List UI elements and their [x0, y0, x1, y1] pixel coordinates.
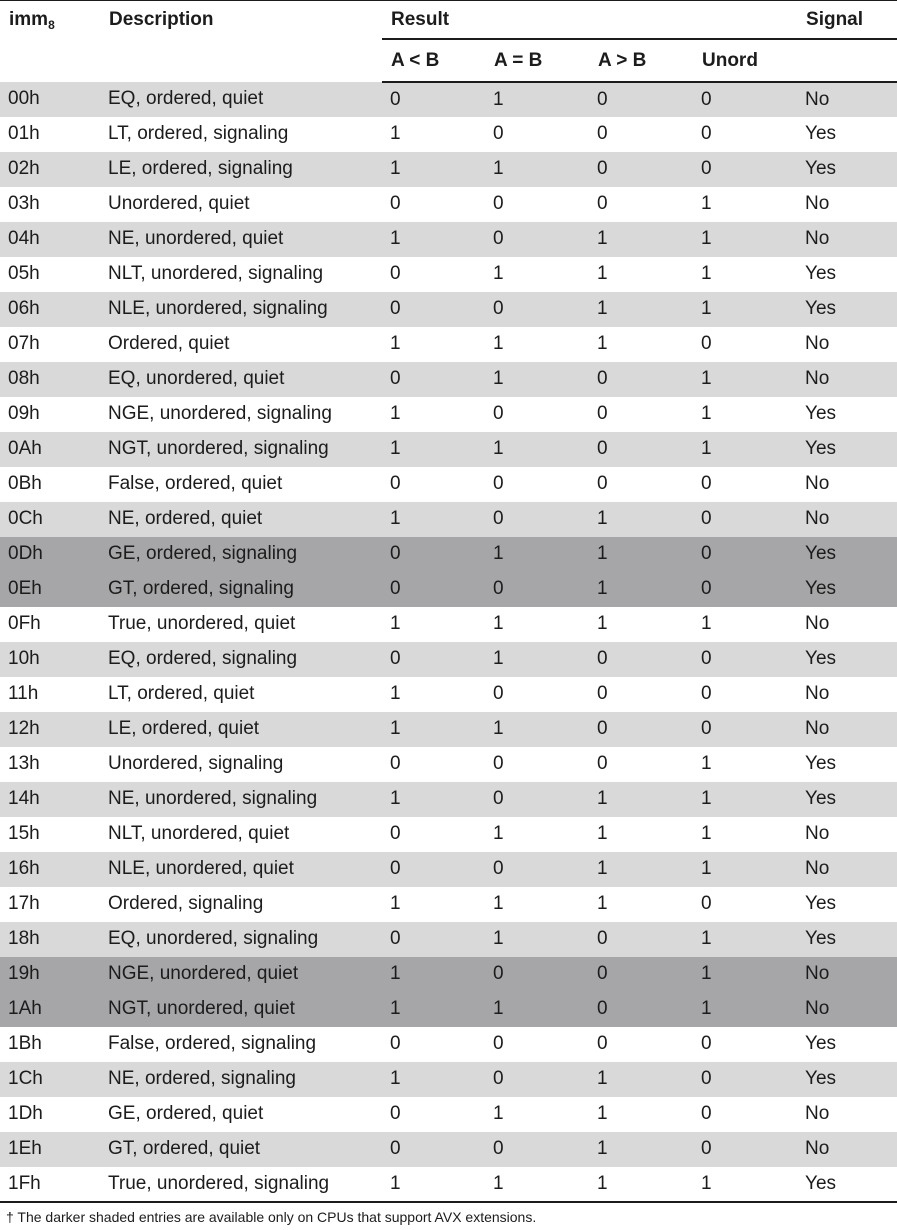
cell-imm: 00h: [8, 88, 40, 109]
cell-signal: No: [805, 823, 830, 844]
cell-a-less-b: 1: [390, 403, 401, 424]
cell-description: False, ordered, quiet: [108, 473, 283, 494]
cell-a-less-b: 1: [390, 333, 401, 354]
cell-imm: 1Bh: [8, 1033, 42, 1054]
cell-description: NE, unordered, quiet: [108, 228, 284, 249]
cell-unordered: 1: [701, 438, 712, 459]
cell-imm: 07h: [8, 333, 40, 354]
cell-unordered: 0: [701, 158, 712, 179]
cell-a-greater-b: 1: [597, 298, 608, 319]
cell-a-less-b: 1: [390, 438, 401, 459]
cell-description: NE, ordered, signaling: [108, 1068, 296, 1089]
cell-a-less-b: 1: [390, 123, 401, 144]
cell-a-equal-b: 0: [493, 123, 504, 144]
table-row: [0, 82, 897, 117]
cell-description: Unordered, signaling: [108, 753, 284, 774]
header-a-less-b: A < B: [382, 39, 485, 82]
cell-signal: Yes: [805, 928, 837, 949]
cell-signal: No: [805, 613, 830, 634]
cell-unordered: 0: [701, 473, 712, 494]
cell-signal: Yes: [805, 788, 837, 809]
cell-a-equal-b: 0: [493, 1033, 504, 1054]
cell-a-greater-b: 1: [589, 1167, 693, 1202]
cell-signal: Yes: [805, 1033, 837, 1054]
cell-a-greater-b: 1: [597, 788, 608, 809]
cell-signal: No: [805, 963, 830, 984]
footnote: † The darker shaded entries are available only on CPUs that support AVX extensions.: [6, 1209, 537, 1225]
cell-a-greater-b: 0: [597, 718, 608, 739]
cell-imm: 10h: [8, 648, 40, 669]
cell-signal: No: [805, 683, 830, 704]
cell-description: Unordered, quiet: [108, 193, 250, 214]
cell-a-less-b: 0: [390, 473, 401, 494]
cell-a-equal-b: 0: [493, 1068, 504, 1089]
table-row: [0, 292, 897, 327]
table-row: [0, 1132, 897, 1167]
cell-imm: 13h: [8, 753, 40, 774]
cell-a-equal-b: 1: [493, 88, 504, 110]
cell-a-less-b: 0: [390, 543, 401, 564]
cell-description: GT, ordered, signaling: [108, 578, 294, 599]
cell-a-greater-b: 0: [597, 648, 608, 669]
table-row: [0, 887, 897, 922]
cell-imm: 0Eh: [8, 578, 42, 599]
cell-signal: No: [805, 858, 830, 879]
cell-description: EQ, ordered, signaling: [108, 648, 298, 669]
cell-a-less-b: 0: [390, 1033, 401, 1054]
cell-unordered: 1: [701, 613, 712, 634]
header-imm: [0, 1, 100, 82]
cell-a-less-b: 1: [390, 963, 401, 984]
cell-a-equal-b: 0: [493, 508, 504, 529]
table-row: [0, 537, 897, 572]
cell-imm: 1Dh: [8, 1103, 43, 1124]
cell-imm: 09h: [8, 403, 40, 424]
header-imm-subscript: 8: [48, 18, 55, 32]
table-row: [0, 922, 897, 957]
header-a-greater-b: A > B: [589, 39, 693, 82]
table-row: [0, 502, 897, 537]
cell-a-equal-b: 1: [493, 438, 504, 459]
cell-imm: 11h: [8, 683, 39, 704]
cell-signal: No: [805, 193, 830, 214]
cell-a-equal-b: 1: [493, 718, 504, 739]
cell-unordered: 1: [701, 228, 712, 249]
cell-signal: Yes: [805, 298, 837, 319]
cell-a-greater-b: 0: [597, 158, 608, 179]
table-row: [0, 327, 897, 362]
cell-signal: Yes: [797, 1167, 897, 1202]
cell-description: NLT, unordered, quiet: [108, 823, 290, 844]
cell-description: LT, ordered, signaling: [108, 123, 289, 144]
table-row: [0, 362, 897, 397]
cell-a-less-b: 1: [390, 893, 401, 914]
cell-a-greater-b: 0: [597, 403, 608, 424]
table-row: [0, 257, 897, 292]
cell-unordered: 1: [701, 858, 712, 879]
header-signal-spacer: [797, 39, 897, 82]
cell-a-equal-b: 0: [493, 228, 504, 249]
cell-a-equal-b: 1: [493, 613, 504, 634]
table-row: [0, 1062, 897, 1097]
cell-unordered: 0: [701, 1068, 712, 1089]
table-row: [0, 957, 897, 992]
cell-a-equal-b: 1: [493, 368, 504, 389]
cell-imm: 0Ch: [8, 508, 43, 529]
header-signal: Signal: [797, 1, 897, 39]
cell-a-equal-b: 1: [493, 1103, 504, 1124]
table-row: [0, 607, 897, 642]
cell-a-greater-b: 0: [597, 88, 608, 110]
cell-unordered: 1: [701, 193, 712, 214]
cell-a-greater-b: 0: [597, 368, 608, 389]
cell-description: NGE, unordered, quiet: [108, 963, 299, 984]
table-row: [0, 152, 897, 187]
cell-description: NGT, unordered, signaling: [108, 438, 329, 459]
cell-a-greater-b: 0: [597, 963, 608, 984]
table-row: [0, 1027, 897, 1062]
cell-a-equal-b: 1: [493, 928, 504, 949]
cell-a-less-b: 0: [390, 368, 401, 389]
cell-signal: Yes: [805, 893, 837, 914]
cell-a-equal-b: 1: [493, 543, 504, 564]
cell-description: True, unordered, quiet: [108, 613, 296, 634]
table-row: [0, 852, 897, 887]
cell-a-less-b: 0: [390, 578, 401, 599]
table-row: [0, 712, 897, 747]
cell-imm: 1Fh: [0, 1167, 100, 1202]
cell-signal: Yes: [805, 123, 837, 144]
cell-imm: 16h: [8, 858, 40, 879]
cell-a-greater-b: 1: [597, 333, 608, 354]
cell-unordered: 1: [701, 928, 712, 949]
table-body: [0, 82, 897, 1202]
cell-a-greater-b: 1: [597, 613, 608, 634]
header-a-equal-b: A = B: [485, 39, 589, 82]
cell-signal: Yes: [805, 403, 837, 424]
header-description: Description: [100, 1, 382, 82]
cell-unordered: 0: [701, 1103, 712, 1124]
cell-a-less-b: 0: [390, 648, 401, 669]
cell-description: GE, ordered, quiet: [108, 1103, 264, 1124]
cell-signal: No: [805, 1103, 830, 1124]
cell-a-less-b: 0: [390, 263, 401, 284]
cell-a-greater-b: 1: [597, 543, 608, 564]
cell-description: LE, ordered, quiet: [108, 718, 260, 739]
cell-imm: 1Ch: [8, 1068, 43, 1089]
header-unordered: Unord: [693, 39, 797, 82]
cell-a-equal-b: 1: [493, 333, 504, 354]
cell-a-greater-b: 0: [597, 193, 608, 214]
cell-a-equal-b: 0: [493, 298, 504, 319]
cell-imm: 17h: [8, 893, 40, 914]
table-row: [0, 817, 897, 852]
cell-unordered: 0: [701, 683, 712, 704]
cell-imm: 01h: [8, 123, 40, 144]
cell-unordered: 1: [701, 753, 712, 774]
cell-description: NLE, unordered, quiet: [108, 858, 294, 879]
cell-unordered: 1: [701, 298, 712, 319]
cell-signal: Yes: [805, 648, 837, 669]
cell-unordered: 0: [701, 718, 712, 739]
cell-a-less-b: 1: [390, 228, 401, 249]
cell-a-less-b: 0: [390, 928, 401, 949]
cell-description: EQ, unordered, signaling: [108, 928, 319, 949]
table-row: [0, 1097, 897, 1132]
cell-a-greater-b: 1: [597, 1068, 608, 1089]
cell-signal: No: [805, 333, 830, 354]
cell-a-less-b: 1: [390, 1068, 401, 1089]
cell-a-greater-b: 1: [597, 858, 608, 879]
cell-description: EQ, unordered, quiet: [108, 368, 285, 389]
cell-signal: Yes: [805, 263, 837, 284]
cell-a-greater-b: 0: [597, 473, 608, 494]
cell-signal: No: [805, 228, 830, 249]
cell-a-equal-b: 1: [493, 263, 504, 284]
cell-description: NE, ordered, quiet: [108, 508, 263, 529]
cell-a-less-b: 0: [390, 753, 401, 774]
cell-a-greater-b: 0: [597, 1033, 608, 1054]
cell-a-equal-b: 1: [493, 893, 504, 914]
cell-a-greater-b: 1: [597, 263, 608, 284]
cell-imm: 18h: [8, 928, 40, 949]
cell-a-equal-b: 0: [493, 193, 504, 214]
cell-a-less-b: 1: [390, 998, 401, 1019]
cell-a-less-b: 1: [390, 508, 401, 529]
cell-description: NE, unordered, signaling: [108, 788, 318, 809]
header-result: Result: [382, 1, 797, 39]
cell-imm: 1Ah: [8, 998, 42, 1019]
cell-signal: Yes: [805, 543, 837, 564]
cell-description: True, unordered, signaling: [100, 1167, 382, 1202]
cell-description: LE, ordered, signaling: [108, 158, 293, 179]
cell-description: False, ordered, signaling: [108, 1033, 317, 1054]
cell-a-less-b: 1: [390, 158, 401, 179]
cell-a-greater-b: 0: [597, 438, 608, 459]
cell-a-less-b: 0: [390, 858, 401, 879]
cell-signal: No: [805, 998, 830, 1019]
cell-imm: 0Bh: [8, 473, 42, 494]
cell-a-greater-b: 1: [597, 1138, 608, 1159]
cell-description: NGT, unordered, quiet: [108, 998, 295, 1019]
cell-imm: 03h: [8, 193, 40, 214]
cell-a-greater-b: 0: [597, 998, 608, 1019]
cell-unordered: 1: [701, 998, 712, 1019]
cell-a-greater-b: 0: [597, 753, 608, 774]
cell-unordered: 1: [701, 788, 712, 809]
cell-unordered: 0: [701, 508, 712, 529]
cell-a-greater-b: 1: [597, 1103, 608, 1124]
cell-imm: 05h: [8, 263, 40, 284]
cell-a-equal-b: 1: [485, 1167, 589, 1202]
cell-a-greater-b: 1: [597, 508, 608, 529]
cell-a-greater-b: 1: [597, 893, 608, 914]
cell-a-equal-b: 0: [493, 403, 504, 424]
cell-imm: 0Ah: [8, 438, 42, 459]
cell-a-less-b: 1: [390, 718, 401, 739]
cell-description: GT, ordered, quiet: [108, 1138, 261, 1159]
cell-a-equal-b: 1: [493, 998, 504, 1019]
cell-description: EQ, ordered, quiet: [108, 88, 264, 109]
cell-unordered: 0: [701, 543, 712, 564]
table-row: [0, 117, 897, 152]
cell-signal: No: [805, 88, 830, 110]
cell-unordered: 0: [701, 648, 712, 669]
cell-unordered: 0: [701, 1138, 712, 1159]
cell-a-greater-b: 0: [597, 123, 608, 144]
cell-signal: Yes: [805, 1068, 837, 1089]
cell-unordered: 0: [701, 333, 712, 354]
cell-a-equal-b: 1: [493, 158, 504, 179]
cell-a-less-b: 1: [390, 613, 401, 634]
cell-a-less-b: 0: [390, 88, 401, 110]
cell-imm: 08h: [8, 368, 40, 389]
cell-signal: No: [805, 368, 830, 389]
cell-a-less-b: 1: [390, 788, 401, 809]
header-imm-label: imm: [9, 9, 49, 30]
cell-a-greater-b: 0: [597, 928, 608, 949]
cell-a-equal-b: 0: [493, 683, 504, 704]
cell-a-equal-b: 0: [493, 473, 504, 494]
table-row: [0, 782, 897, 817]
cell-signal: Yes: [805, 578, 837, 599]
cell-unordered: 0: [701, 1033, 712, 1054]
cell-signal: No: [805, 473, 830, 494]
cell-signal: No: [805, 718, 830, 739]
cell-a-equal-b: 0: [493, 578, 504, 599]
cell-description: GE, ordered, signaling: [108, 543, 298, 564]
cell-imm: 12h: [8, 718, 40, 739]
cell-a-equal-b: 0: [493, 753, 504, 774]
table-row: [0, 642, 897, 677]
table-row: [0, 747, 897, 782]
cell-unordered: 0: [701, 123, 712, 144]
cell-unordered: 0: [701, 893, 712, 914]
cell-a-equal-b: 0: [493, 858, 504, 879]
table-row: [0, 397, 897, 432]
cell-a-greater-b: 1: [597, 228, 608, 249]
cell-signal: Yes: [805, 753, 837, 774]
cell-imm: 04h: [8, 228, 40, 249]
cell-description: Ordered, quiet: [108, 333, 230, 354]
cell-unordered: 1: [701, 403, 712, 424]
table-row: [0, 992, 897, 1027]
cell-imm: 02h: [8, 158, 40, 179]
cell-signal: No: [805, 1138, 830, 1159]
cell-unordered: 1: [693, 1167, 797, 1202]
cell-a-less-b: 1: [382, 1167, 485, 1202]
cell-a-less-b: 0: [390, 1138, 401, 1159]
cell-description: NLT, unordered, signaling: [108, 263, 324, 284]
cell-a-less-b: 0: [390, 1103, 401, 1124]
table-row: [0, 222, 897, 257]
cell-a-less-b: 0: [390, 193, 401, 214]
cell-signal: Yes: [805, 438, 837, 459]
cell-unordered: 1: [701, 963, 712, 984]
cell-description: NLE, unordered, signaling: [108, 298, 328, 319]
cell-description: Ordered, signaling: [108, 893, 264, 914]
cell-unordered: 0: [701, 578, 712, 599]
cell-imm: 0Dh: [8, 543, 43, 564]
cell-description: NGE, unordered, signaling: [108, 403, 332, 424]
cell-signal: No: [805, 508, 830, 529]
cell-a-equal-b: 0: [493, 963, 504, 984]
cell-a-equal-b: 0: [493, 1138, 504, 1159]
cell-a-less-b: 0: [390, 298, 401, 319]
cell-imm: 06h: [8, 298, 40, 319]
cell-imm: 1Eh: [8, 1138, 42, 1159]
table-row: [0, 677, 897, 712]
cell-a-less-b: 1: [390, 683, 401, 704]
cell-unordered: 0: [701, 88, 712, 110]
cell-unordered: 1: [701, 823, 712, 844]
cell-a-equal-b: 0: [493, 788, 504, 809]
cell-a-equal-b: 1: [493, 648, 504, 669]
cell-unordered: 1: [701, 368, 712, 389]
table-header: [0, 1, 897, 82]
cell-a-greater-b: 1: [597, 823, 608, 844]
cell-description: LT, ordered, quiet: [108, 683, 255, 704]
table-row: [0, 432, 897, 467]
cell-imm: 14h: [8, 788, 40, 809]
cell-imm: 0Fh: [8, 613, 41, 634]
cell-imm: 19h: [8, 963, 40, 984]
table-row: [0, 572, 897, 607]
table-row: [0, 187, 897, 222]
cell-unordered: 1: [701, 263, 712, 284]
cell-a-greater-b: 1: [597, 578, 608, 599]
cell-a-less-b: 0: [390, 823, 401, 844]
table-row: [0, 467, 897, 502]
cell-a-equal-b: 1: [493, 823, 504, 844]
cell-a-greater-b: 0: [597, 683, 608, 704]
cell-signal: Yes: [805, 158, 837, 179]
table-row: [0, 1167, 897, 1202]
cell-imm: 15h: [8, 823, 40, 844]
